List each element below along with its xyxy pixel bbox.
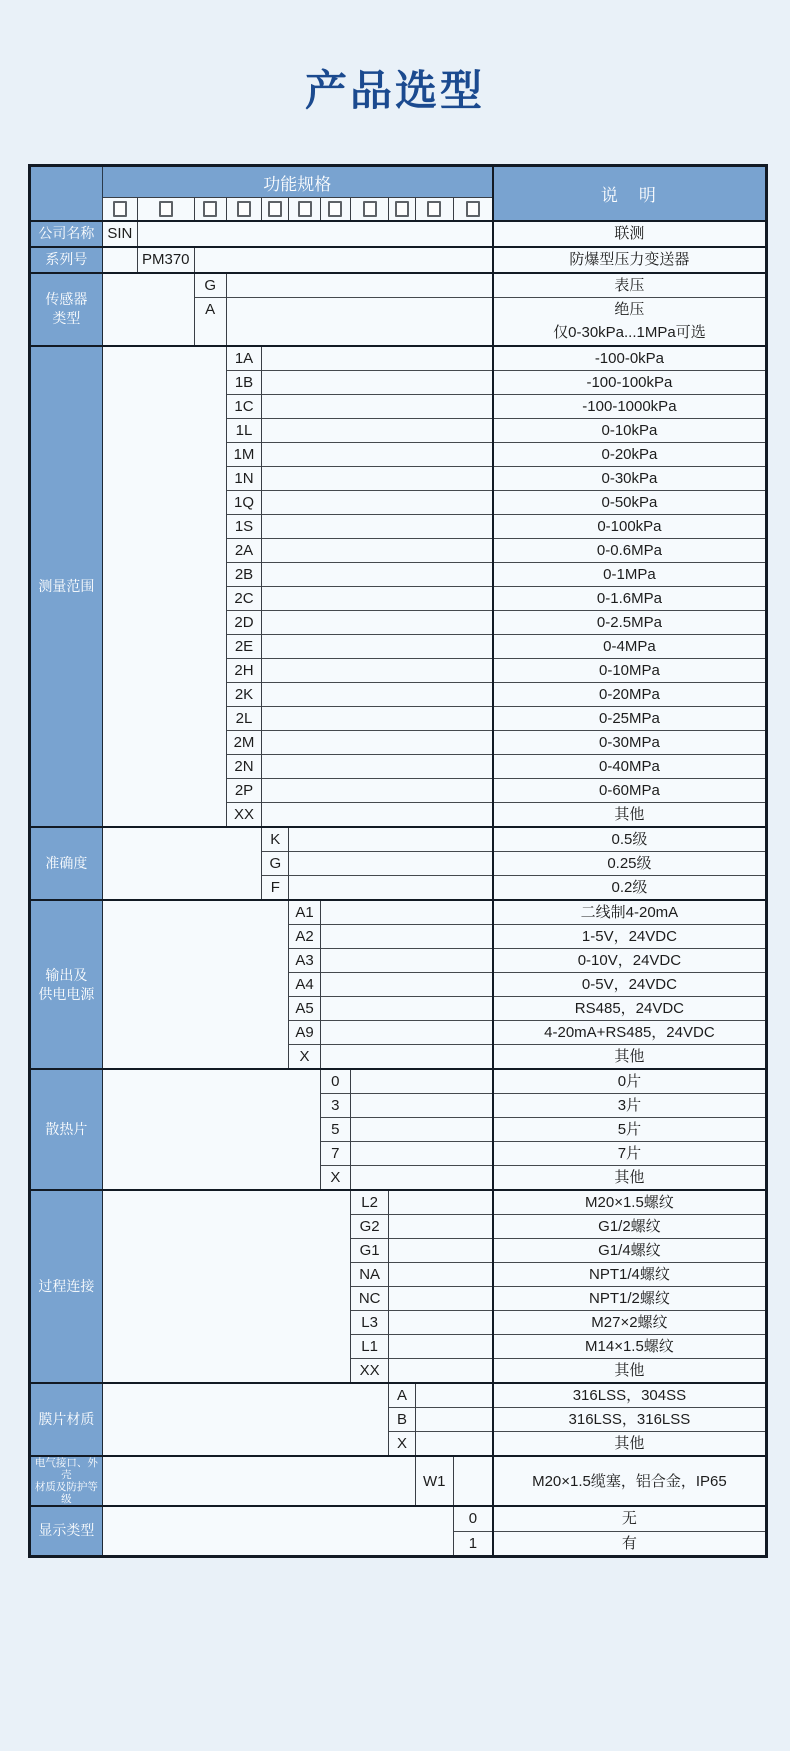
- spacer-cell: [415, 1432, 493, 1457]
- option-description: 有: [493, 1531, 767, 1556]
- option-row: [30, 273, 767, 298]
- code-box-cell: [389, 198, 415, 221]
- option-description: G1/4螺纹: [493, 1239, 767, 1263]
- option-description: 0-25MPa: [493, 707, 767, 731]
- checkbox-icon[interactable]: [298, 201, 312, 217]
- option-description: 0-2.5MPa: [493, 611, 767, 635]
- option-code: 2A: [226, 539, 261, 563]
- option-description: 防爆型压力变送器: [493, 247, 767, 273]
- code-box-cell: [262, 198, 289, 221]
- option-code: 2K: [226, 683, 261, 707]
- code-box-cell: [289, 198, 320, 221]
- option-description: 0-100kPa: [493, 515, 767, 539]
- option-code: G: [194, 273, 226, 298]
- spacer-cell: [102, 1069, 320, 1190]
- category-label: 公司名称: [30, 221, 103, 247]
- option-description: 4-20mA+RS485，24VDC: [493, 1021, 767, 1045]
- option-description: 0-0.6MPa: [493, 539, 767, 563]
- option-description: 0-40MPa: [493, 755, 767, 779]
- option-code: 2B: [226, 563, 261, 587]
- spacer-cell: [262, 779, 493, 803]
- option-description: 0-30MPa: [493, 731, 767, 755]
- spacer-cell: [262, 683, 493, 707]
- option-code: K: [262, 827, 289, 852]
- code-box-cell: [320, 198, 350, 221]
- option-description: 0-50kPa: [493, 491, 767, 515]
- option-code: A5: [289, 997, 320, 1021]
- option-code: 1B: [226, 371, 261, 395]
- option-code: 2C: [226, 587, 261, 611]
- checkbox-icon[interactable]: [328, 201, 342, 217]
- category-label: 测量范围: [30, 346, 103, 827]
- spacer-cell: [350, 1142, 492, 1166]
- option-description: RS485，24VDC: [493, 997, 767, 1021]
- option-code: 1S: [226, 515, 261, 539]
- checkbox-icon[interactable]: [159, 201, 173, 217]
- spacer-cell: [262, 443, 493, 467]
- checkbox-icon[interactable]: [395, 201, 409, 217]
- option-code: L2: [350, 1190, 388, 1215]
- spacer-cell: [262, 515, 493, 539]
- spacer-cell: [350, 1118, 492, 1142]
- category-label: 膜片材质: [30, 1383, 103, 1456]
- spacer-cell: [289, 827, 493, 852]
- category-label: 系列号: [30, 247, 103, 273]
- option-row: [30, 900, 767, 925]
- spacer-cell: [102, 1456, 415, 1506]
- option-description: 其他: [493, 1166, 767, 1191]
- code-box-cell: [226, 198, 261, 221]
- spacer-cell: [415, 1383, 493, 1408]
- category-label: 传感器 类型: [30, 273, 103, 347]
- option-code: A: [389, 1383, 415, 1408]
- option-code: L1: [350, 1335, 388, 1359]
- spacer-cell: [389, 1311, 493, 1335]
- option-row: [30, 1190, 767, 1215]
- spacer-cell: [350, 1069, 492, 1094]
- option-code: G: [262, 852, 289, 876]
- spacer-cell: [102, 346, 226, 827]
- code-box-cell: [415, 198, 453, 221]
- option-description: 二线制4-20mA: [493, 900, 767, 925]
- code-box-cell: [102, 198, 137, 221]
- code-box-cell: [453, 198, 492, 221]
- checkbox-icon[interactable]: [113, 201, 127, 217]
- spacer-cell: [262, 587, 493, 611]
- option-description: 1-5V，24VDC: [493, 925, 767, 949]
- option-description: 0.2级: [493, 876, 767, 901]
- spacer-cell: [453, 1456, 492, 1506]
- option-code: W1: [415, 1456, 453, 1506]
- option-code: 1M: [226, 443, 261, 467]
- option-description: 0-4MPa: [493, 635, 767, 659]
- option-code: 2L: [226, 707, 261, 731]
- option-code: 1Q: [226, 491, 261, 515]
- category-label: 散热片: [30, 1069, 103, 1190]
- spacer-cell: [194, 247, 493, 273]
- spacer-cell: [102, 1190, 350, 1383]
- option-description: 316LSS，316LSS: [493, 1408, 767, 1432]
- option-code: 7: [320, 1142, 350, 1166]
- option-description: 0-20kPa: [493, 443, 767, 467]
- option-code: X: [389, 1432, 415, 1457]
- spacer-cell: [389, 1287, 493, 1311]
- option-code: NA: [350, 1263, 388, 1287]
- option-description: NPT1/4螺纹: [493, 1263, 767, 1287]
- spacer-cell: [389, 1263, 493, 1287]
- checkbox-icon[interactable]: [203, 201, 217, 217]
- option-description: 其他: [493, 803, 767, 828]
- option-code: 0: [453, 1506, 492, 1531]
- option-description: G1/2螺纹: [493, 1215, 767, 1239]
- option-code: 1C: [226, 395, 261, 419]
- spacer-cell: [102, 1506, 453, 1556]
- option-description: 0-20MPa: [493, 683, 767, 707]
- option-code: X: [320, 1166, 350, 1191]
- spacer-cell: [289, 876, 493, 901]
- spacer-cell: [320, 1021, 493, 1045]
- option-description: 3片: [493, 1094, 767, 1118]
- spacer-cell: [262, 563, 493, 587]
- option-description: 0-5V，24VDC: [493, 973, 767, 997]
- code-box-cell: [350, 198, 388, 221]
- option-description: 无: [493, 1506, 767, 1531]
- option-code: A2: [289, 925, 320, 949]
- category-label: 电气接口、外壳 材质及防护等级: [30, 1456, 103, 1506]
- option-code: PM370: [138, 247, 195, 273]
- checkbox-icon[interactable]: [427, 201, 441, 217]
- option-code: L3: [350, 1311, 388, 1335]
- spacer-cell: [226, 273, 493, 298]
- option-row: [30, 1383, 767, 1408]
- spacer-cell: [262, 346, 493, 371]
- spacer-cell: [289, 852, 493, 876]
- category-label: 显示类型: [30, 1506, 103, 1556]
- spacer-cell: [389, 1359, 493, 1384]
- option-code: G1: [350, 1239, 388, 1263]
- spacer-cell: [262, 803, 493, 828]
- spacer-cell: [262, 659, 493, 683]
- spacer-cell: [138, 221, 493, 247]
- option-description: M20×1.5缆塞，铝合金，IP65: [493, 1456, 767, 1506]
- option-code: XX: [350, 1359, 388, 1384]
- code-box-cell: [138, 198, 195, 221]
- spacer-cell: [226, 297, 493, 346]
- code-box-cell: [194, 198, 226, 221]
- option-row: [30, 1506, 767, 1531]
- spacer-cell: [102, 900, 289, 1069]
- spacer-cell: [320, 949, 493, 973]
- option-description: 0.5级: [493, 827, 767, 852]
- corner-cell: [30, 166, 103, 221]
- spacer-cell: [415, 1408, 493, 1432]
- option-description: 0-10V，24VDC: [493, 949, 767, 973]
- category-label: 过程连接: [30, 1190, 103, 1383]
- description-header: 说 明: [493, 166, 767, 221]
- spacer-cell: [389, 1335, 493, 1359]
- option-code: 3: [320, 1094, 350, 1118]
- spacer-cell: [262, 395, 493, 419]
- spacer-cell: [320, 925, 493, 949]
- option-code: A: [194, 297, 226, 346]
- option-code: F: [262, 876, 289, 901]
- option-description: 表压: [493, 273, 767, 298]
- option-code: SIN: [102, 221, 137, 247]
- spacer-cell: [262, 635, 493, 659]
- option-description: 0-1.6MPa: [493, 587, 767, 611]
- option-row: [30, 1456, 767, 1506]
- spacer-cell: [102, 1383, 389, 1456]
- option-description: 其他: [493, 1045, 767, 1070]
- spacer-cell: [262, 491, 493, 515]
- option-code: B: [389, 1408, 415, 1432]
- spacer-cell: [262, 539, 493, 563]
- option-description: -100-1000kPa: [493, 395, 767, 419]
- option-code: 1A: [226, 346, 261, 371]
- spacer-cell: [350, 1166, 492, 1191]
- option-row: [30, 247, 767, 273]
- spacer-cell: [389, 1239, 493, 1263]
- option-description: 0-10MPa: [493, 659, 767, 683]
- spec-header: 功能规格: [102, 166, 493, 198]
- option-description: 0-30kPa: [493, 467, 767, 491]
- option-code: 2P: [226, 779, 261, 803]
- spacer-cell: [320, 997, 493, 1021]
- option-code: 5: [320, 1118, 350, 1142]
- option-code: 1: [453, 1531, 492, 1556]
- option-description: 联测: [493, 221, 767, 247]
- spacer-cell: [262, 755, 493, 779]
- option-code: A4: [289, 973, 320, 997]
- spacer-cell: [102, 247, 137, 273]
- option-description: 其他: [493, 1432, 767, 1457]
- option-description: 绝压 仅0-30kPa...1MPa可选: [493, 297, 767, 346]
- option-description: 0-60MPa: [493, 779, 767, 803]
- option-code: XX: [226, 803, 261, 828]
- option-description: 316LSS，304SS: [493, 1383, 767, 1408]
- spacer-cell: [320, 1045, 493, 1070]
- checkbox-icon[interactable]: [363, 201, 377, 217]
- option-description: M14×1.5螺纹: [493, 1335, 767, 1359]
- option-description: 5片: [493, 1118, 767, 1142]
- option-code: 2N: [226, 755, 261, 779]
- option-description: M20×1.5螺纹: [493, 1190, 767, 1215]
- spacer-cell: [262, 371, 493, 395]
- checkbox-icon[interactable]: [268, 201, 282, 217]
- spacer-cell: [262, 467, 493, 491]
- spacer-cell: [350, 1094, 492, 1118]
- option-description: 7片: [493, 1142, 767, 1166]
- spacer-cell: [102, 827, 261, 900]
- option-description: 0-1MPa: [493, 563, 767, 587]
- option-row: [30, 221, 767, 247]
- option-code: NC: [350, 1287, 388, 1311]
- option-description: 其他: [493, 1359, 767, 1384]
- spacer-cell: [102, 273, 194, 347]
- option-description: 0片: [493, 1069, 767, 1094]
- page-title: 产品选型: [304, 67, 485, 114]
- option-code: 2H: [226, 659, 261, 683]
- category-label: 准确度: [30, 827, 103, 900]
- spacer-cell: [262, 419, 493, 443]
- option-description: -100-100kPa: [493, 371, 767, 395]
- spacer-cell: [262, 731, 493, 755]
- option-description: 0.25级: [493, 852, 767, 876]
- option-code: A1: [289, 900, 320, 925]
- option-code: 1N: [226, 467, 261, 491]
- option-code: 0: [320, 1069, 350, 1094]
- option-row: [30, 346, 767, 371]
- option-code: G2: [350, 1215, 388, 1239]
- spacer-cell: [320, 900, 493, 925]
- checkbox-icon[interactable]: [237, 201, 251, 217]
- option-code: A9: [289, 1021, 320, 1045]
- option-code: 2D: [226, 611, 261, 635]
- option-code: A3: [289, 949, 320, 973]
- spacer-cell: [262, 611, 493, 635]
- product-selection-table: [28, 164, 768, 1558]
- option-row: [30, 1069, 767, 1094]
- spacer-cell: [389, 1215, 493, 1239]
- option-code: 1L: [226, 419, 261, 443]
- option-description: -100-0kPa: [493, 346, 767, 371]
- spacer-cell: [320, 973, 493, 997]
- option-code: 2E: [226, 635, 261, 659]
- checkbox-icon[interactable]: [466, 201, 480, 217]
- option-code: 2M: [226, 731, 261, 755]
- option-description: NPT1/2螺纹: [493, 1287, 767, 1311]
- option-row: [30, 827, 767, 852]
- option-code: X: [289, 1045, 320, 1070]
- category-label: 输出及 供电电源: [30, 900, 103, 1069]
- option-description: 0-10kPa: [493, 419, 767, 443]
- spacer-cell: [389, 1190, 493, 1215]
- spacer-cell: [262, 707, 493, 731]
- option-description: M27×2螺纹: [493, 1311, 767, 1335]
